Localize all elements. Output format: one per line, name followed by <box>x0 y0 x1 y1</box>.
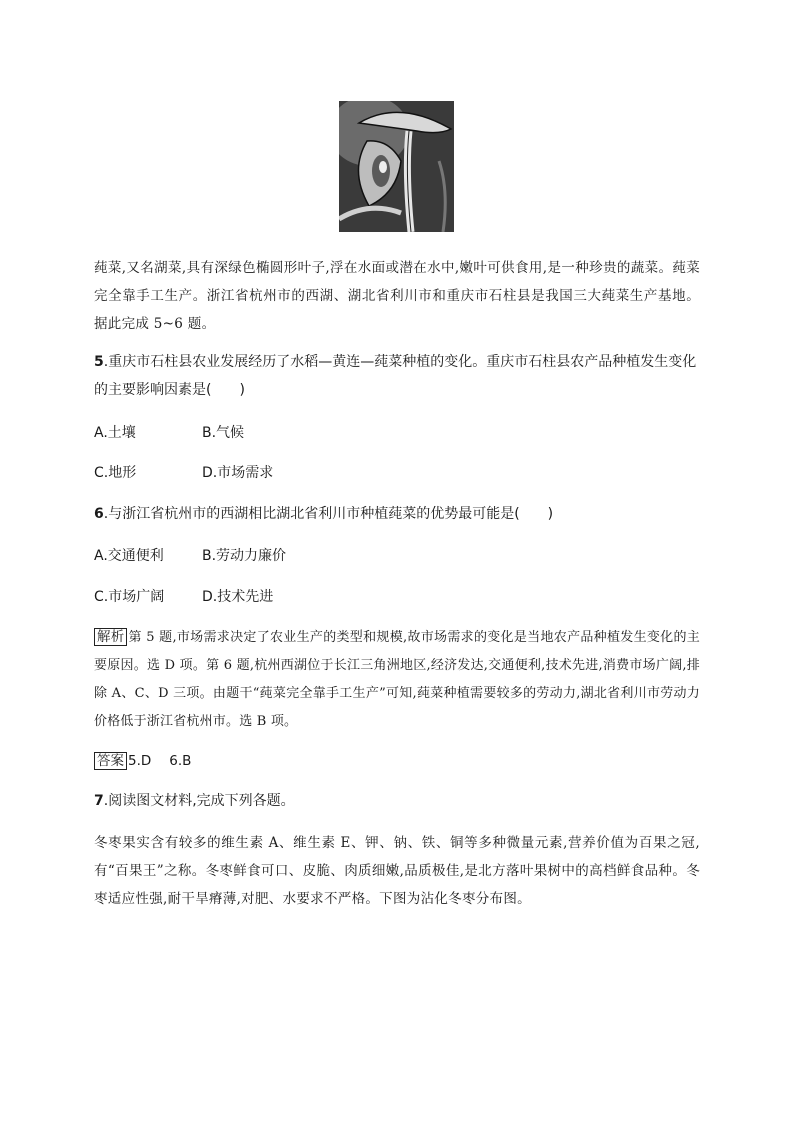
material-paragraph-2: 冬枣果实含有较多的维生素 A、维生素 E、钾、钠、铁、铜等多种微量元素,营养价值为百果之冠,有“百果王”之称。冬枣鲜食可口、皮脆、肉质细嫩,品质极佳,是北方落叶果树中的高档鲜食品种。冬枣适应性强,耐干旱瘠薄,对肥、水要求不严格。下图为沾化冬枣分布图。 <box>94 835 700 907</box>
question-5-options-row-2 <box>94 463 273 483</box>
answer-5: 5.D <box>128 753 152 769</box>
question-6-options-row-2 <box>94 587 273 607</box>
plant-photo-icon <box>339 101 454 232</box>
option-6c[interactable]: C.市场广阔 <box>94 589 165 605</box>
option-5d[interactable]: D.市场需求 <box>202 465 274 481</box>
option-6b[interactable]: B.劳动力廉价 <box>202 548 287 564</box>
question-5 <box>94 348 700 404</box>
question-6-number: 6 <box>94 506 104 522</box>
option-6d[interactable]: D.技术先进 <box>202 589 274 605</box>
answer-6: 6.B <box>169 753 192 769</box>
question-6-options-row-1 <box>94 546 286 566</box>
option-6a[interactable]: A.交通便利 <box>94 548 164 564</box>
question-6-text: .与浙江省杭州市的西湖相比湖北省利川市种植莼菜的优势最可能是( ) <box>103 506 554 522</box>
option-5c[interactable]: C.地形 <box>94 465 137 481</box>
analysis-text: 第 5 题,市场需求决定了农业生产的类型和规模,故市场需求的变化是当地农产品种植发生变化的主要原因。选 D 项。第 6 题,杭州西湖位于长江三角洲地区,经济发达,交通便利,技术先进,消费市场广阔,排除 A、C、D 三项。由题干“莼菜完全靠手工生产”可知,莼菜种植需要较多的劳动力,湖北省利川市劳动力价格低于浙江省杭州市。选 B 项。 <box>94 630 700 729</box>
analysis-label: 解析 <box>94 628 127 646</box>
answer-section <box>94 751 191 771</box>
question-7 <box>94 787 700 815</box>
water-shield-plant-photo <box>339 101 454 232</box>
option-5b[interactable]: B.气候 <box>202 425 245 441</box>
question-5-text: .重庆市石柱县农业发展经历了水稻—黄连—莼菜种植的变化。重庆市石柱县农产品种植发生变化的主要影响因素是( ) <box>94 354 697 398</box>
question-7-number: 7 <box>94 793 104 809</box>
question-5-number: 5 <box>94 354 104 370</box>
question-7-text: .阅读图文材料,完成下列各题。 <box>103 793 295 809</box>
analysis-section <box>94 624 700 736</box>
option-5a[interactable]: A.土壤 <box>94 425 136 441</box>
material-paragraph-1: 莼菜,又名湖菜,具有深绿色椭圆形叶子,浮在水面或潜在水中,嫩叶可供食用,是一种珍贵的蔬菜。莼菜完全靠手工生产。浙江省杭州市的西湖、湖北省利川市和重庆市石柱县是我国三大莼菜生产基地。据此完成 5~6 题。 <box>94 260 700 332</box>
answer-label: 答案 <box>94 752 127 770</box>
question-6 <box>94 500 700 528</box>
question-5-options-row-1 <box>94 423 244 443</box>
